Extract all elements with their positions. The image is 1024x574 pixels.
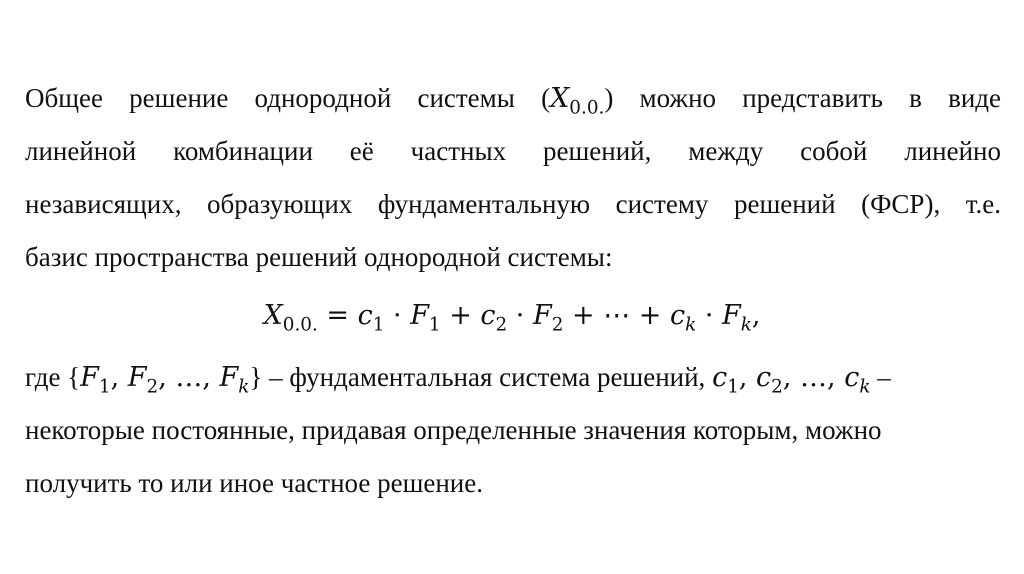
- math-equals: =: [317, 300, 358, 331]
- math-subscript: 2: [771, 376, 783, 398]
- math-symbol-f: F: [410, 300, 429, 331]
- math-symbol-c: c: [756, 362, 772, 393]
- math-subscript: 2: [551, 314, 564, 336]
- paragraph-line-1: [25, 351, 1001, 404]
- math-subscript: 2: [495, 314, 508, 336]
- general-solution-formula: [0, 292, 1024, 340]
- math-x00: [550, 83, 605, 119]
- text-fragment: где {: [25, 362, 81, 392]
- math-subscript: 1: [727, 376, 739, 398]
- math-symbol-c: c: [357, 300, 373, 331]
- math-symbol-f: F: [219, 362, 239, 393]
- math-symbol-c: c: [844, 362, 860, 393]
- math-plus: +: [630, 300, 670, 331]
- math-subscript: 1: [428, 314, 441, 336]
- math-dot: ·: [507, 300, 533, 331]
- math-subscript: 0.0.: [569, 97, 605, 119]
- math-comma: ,: [202, 362, 220, 393]
- paragraph-line-4: базис пространства решений однородной системы:: [25, 242, 613, 272]
- math-subscript: k: [859, 376, 871, 398]
- math-symbol-c: c: [480, 300, 496, 331]
- math-plus: +: [563, 300, 604, 331]
- text-fragment: ) можно представить в виде: [604, 83, 1001, 113]
- text-fragment: }: [249, 362, 263, 392]
- math-subscript: k: [685, 314, 697, 336]
- math-subscript: k: [740, 314, 752, 336]
- math-comma: ,: [738, 362, 757, 393]
- math-ellipsis: …: [175, 362, 203, 393]
- math-symbol-x: X: [263, 300, 283, 331]
- paragraph-intro: [25, 72, 1001, 284]
- math-subscript: 2: [146, 376, 159, 398]
- math-comma: ,: [110, 362, 128, 393]
- math-plus: +: [440, 300, 481, 331]
- paragraph-line-2: некоторые постоянные, придавая определенные значения которым, можно: [25, 415, 882, 445]
- math-comma: ,: [782, 362, 801, 393]
- math-dot: ·: [384, 300, 411, 331]
- math-symbol-f: F: [532, 300, 552, 331]
- math-symbol-c: c: [712, 362, 728, 393]
- paragraph-line-3: получить то или иное частное решение.: [25, 468, 483, 498]
- math-subscript: 1: [98, 376, 111, 398]
- math-comma: ,: [751, 300, 761, 331]
- math-ellipsis: …: [800, 362, 828, 393]
- math-subscript: 0.0.: [282, 314, 318, 336]
- paragraph-line-2: линейной комбинации её частных решений, между собой линейно: [25, 136, 1001, 166]
- math-symbol-f: F: [127, 362, 147, 393]
- paragraph-explanation: [25, 351, 1001, 510]
- math-ellipsis: ⋯: [603, 300, 631, 331]
- math-subscript: k: [238, 376, 250, 398]
- paragraph-line-1: [25, 72, 1001, 125]
- math-comma: ,: [827, 362, 845, 393]
- math-dot: ·: [696, 300, 722, 331]
- text-fragment: – фундаментальная система решений,: [262, 362, 713, 392]
- text-fragment: –: [870, 362, 891, 392]
- paragraph-line-3: независящих, образующих фундаментальную систему решений (ФСР), т.е.: [25, 189, 1001, 219]
- math-constants: [712, 362, 871, 398]
- math-symbol-f: F: [80, 362, 99, 393]
- math-subscript: 1: [372, 314, 385, 336]
- math-comma: ,: [158, 362, 176, 393]
- math-symbol-f: F: [721, 300, 741, 331]
- math-fsr-set: [80, 362, 250, 398]
- math-symbol-x: X: [550, 83, 570, 114]
- math-symbol-c: c: [669, 300, 686, 331]
- text-fragment: Общее решение однородной системы (: [25, 83, 551, 113]
